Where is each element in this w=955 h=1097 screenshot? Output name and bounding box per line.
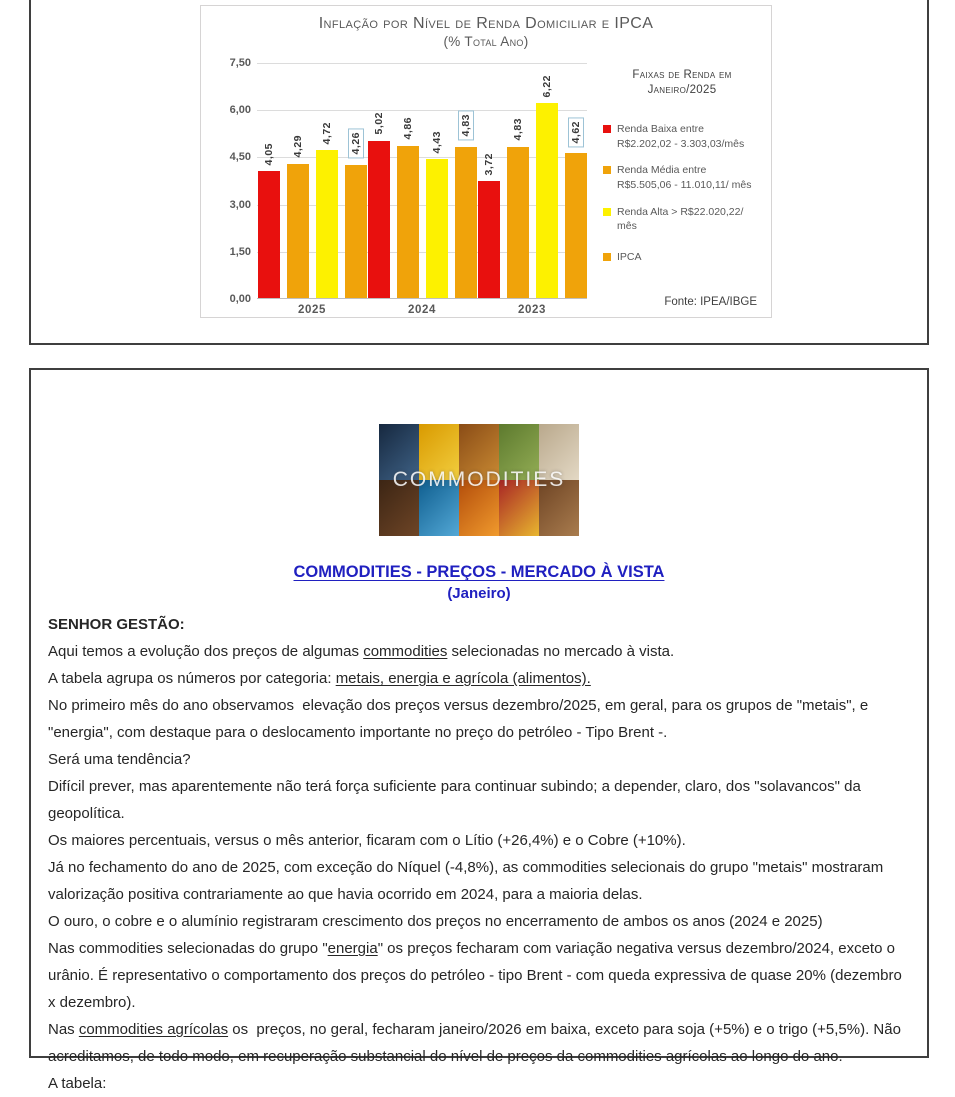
underlined-text: energia: [327, 940, 378, 957]
collage-overlay-text: COMMODITIES: [392, 468, 566, 491]
bar-groups: [257, 63, 587, 298]
bar-value-label: 3,72: [482, 153, 495, 176]
bar: [397, 146, 419, 298]
bar-slot: [345, 63, 367, 298]
bar: [368, 141, 390, 298]
article-salutation: SENHOR GESTÃO:: [48, 616, 185, 633]
x-axis-label: 2025: [298, 304, 326, 316]
bar-value-label: 4,26: [348, 128, 364, 158]
bar-slot: [316, 63, 338, 298]
legend-item: [603, 250, 761, 265]
bar-slot: [426, 63, 448, 298]
y-axis-tick-label: 6,00: [229, 104, 251, 117]
text: Nas commodities selecionadas do grupo ": [48, 940, 328, 957]
y-axis-tick-label: 4,50: [229, 151, 251, 164]
paragraph: [48, 692, 907, 746]
bar-slot: [368, 63, 390, 298]
text: A tabela:: [48, 1075, 107, 1092]
bar: [455, 147, 477, 298]
legend-swatch-icon: [603, 208, 611, 216]
bar-value-label: 4,62: [568, 117, 584, 147]
legend-item: [603, 163, 761, 192]
bar: [536, 103, 558, 298]
commodities-collage-image: [379, 424, 579, 536]
text: " os preços fecharam com variação negativa versus dezembro/2024, exceto o urânio. É representativo o comportamento dos preços do petróleo - tipo Brent - com queda expressiva de quase 20% (dezembro x dezembro).: [48, 940, 906, 1011]
paragraph: [48, 746, 907, 773]
legend-label: Renda Baixa entre R$2.202,02 - 3.303,03/mês: [617, 122, 745, 150]
bar-slot: [397, 63, 419, 298]
chart-source: Fonte: IPEA/IBGE: [664, 296, 757, 308]
bar-value-label: 6,22: [540, 74, 553, 98]
paragraph: [48, 638, 907, 665]
bar: [316, 150, 338, 298]
article-paragraphs: [48, 638, 907, 1097]
bar-slot: [478, 63, 500, 298]
text: Será uma tendência?: [48, 751, 191, 768]
chart-title: Inflação por Nível de Renda Domiciliar e IPCA: [318, 15, 654, 32]
bar: [507, 147, 529, 298]
y-axis-tick-label: 1,50: [229, 245, 251, 258]
bar: [426, 159, 448, 298]
legend-item: [603, 122, 761, 151]
text: O ouro, o cobre e o alumínio registraram crescimento dos preços no encerramento de ambos os anos (2024 e 2025): [48, 913, 823, 930]
inflation-chart: [200, 5, 772, 318]
bar-value-label: 4,29: [291, 135, 304, 158]
text: Aqui temos a evolução dos preços de algumas: [48, 643, 364, 660]
text: Nas: [48, 1021, 79, 1038]
text: Os maiores percentuais, versus o mês anterior, ficaram com o Lítio (+26,4%) e o Cobre (+10%).: [48, 832, 686, 849]
chart-subtitle: (% Total Ano): [443, 34, 529, 49]
x-axis-label: 2024: [408, 304, 436, 316]
legend-swatch-icon: [603, 253, 611, 261]
bar: [258, 171, 280, 298]
paragraph: [48, 935, 907, 1016]
bar: [478, 181, 500, 298]
underlined-text: metais, energia e agrícola (alimentos).: [335, 670, 591, 687]
paragraph: [48, 1016, 907, 1070]
legend-swatch-icon: [603, 166, 611, 174]
y-axis-tick-label: 0,00: [229, 293, 251, 305]
paragraph: [48, 1070, 907, 1097]
bar-group-2025: [257, 63, 367, 298]
article-body: [48, 611, 907, 1097]
section-heading: [31, 563, 927, 582]
x-axis-category-labels: [257, 304, 587, 316]
legend-label: Renda Média entre R$5.505,06 - 11.010,11/ mês: [617, 164, 752, 191]
bar-group-2024: [367, 63, 477, 298]
text: Difícil prever, mas aparentemente não terá força suficiente para continuar subindo; a depender, claro, dos "solavancos" da geopolítica.: [48, 778, 865, 822]
bar-slot: [455, 63, 477, 298]
bar-value-label: 4,05: [262, 142, 275, 166]
paragraph: [48, 773, 907, 827]
legend-item: [603, 205, 761, 234]
underlined-text: commodities: [363, 643, 448, 660]
chart-plot-area: [257, 63, 587, 299]
text: selecionadas no mercado à vista.: [447, 643, 675, 660]
bar: [287, 164, 309, 298]
bar-value-label: 4,72: [320, 121, 333, 145]
bar-slot: [565, 63, 587, 298]
bar-value-label: 4,43: [430, 130, 443, 154]
paragraph: [48, 908, 907, 935]
legend-label: IPCA: [617, 251, 642, 263]
paragraph: [48, 827, 907, 854]
text: No primeiro mês do ano observamos elevação dos preços versus dezembro/2025, em geral, para os grupos de "metais", e "energia", com destaque para o deslocamento importante no preço do petróleo - Tipo Brent -.: [48, 697, 873, 741]
bar-slot: [258, 63, 280, 298]
bar: [565, 153, 587, 298]
bar-value-label: 5,02: [372, 112, 385, 135]
commodities-section-frame: [29, 368, 929, 1092]
legend-label: Renda Alta > R$22.020,22/ mês: [617, 205, 744, 233]
bar-slot: [536, 63, 558, 298]
x-axis-label: 2023: [518, 304, 546, 316]
legend-items: [603, 122, 761, 277]
y-axis-tick-label: 7,50: [229, 57, 251, 69]
chart-legend: [603, 56, 761, 308]
bar: [345, 165, 367, 298]
bar-slot: [287, 63, 309, 298]
bar-value-label: 4,83: [458, 110, 474, 140]
bar-value-label: 4,86: [401, 117, 414, 140]
underlined-text: commodities agrícolas: [78, 1021, 229, 1038]
inflation-section-frame: [29, 0, 929, 345]
paragraph: [48, 665, 907, 692]
bar-group-2023: [477, 63, 587, 298]
section-subheading: (Janeiro): [447, 585, 511, 602]
text: A tabela agrupa os números por categoria:: [48, 670, 336, 687]
legend-swatch-icon: [603, 125, 611, 133]
paragraph: [48, 854, 907, 908]
text: Já no fechamento do ano de 2025, com exceção do Níquel (-4,8%), as commodities selecionais do grupo "metais" mostraram valorização positiva contrariamente ao que havia ocorrido em 2024, para a maioria delas.: [48, 859, 888, 903]
commodities-heading-link[interactable]: COMMODITIES - PREÇOS - MERCADO À VISTA: [293, 563, 665, 581]
bar-value-label: 4,83: [511, 118, 524, 141]
legend-title: Faixas de Renda em Janeiro/2025: [632, 69, 732, 96]
y-axis-tick-label: 3,00: [229, 198, 251, 211]
bar-slot: [507, 63, 529, 298]
text: os preços, no geral, fecharam janeiro/2026 em baixa, exceto para soja (+5%) e o trigo (+5,5%). Não acreditamos, de todo modo, em recuperação substancial do nível de preços da commodities agrícolas ao longo do ano.: [48, 1021, 906, 1065]
